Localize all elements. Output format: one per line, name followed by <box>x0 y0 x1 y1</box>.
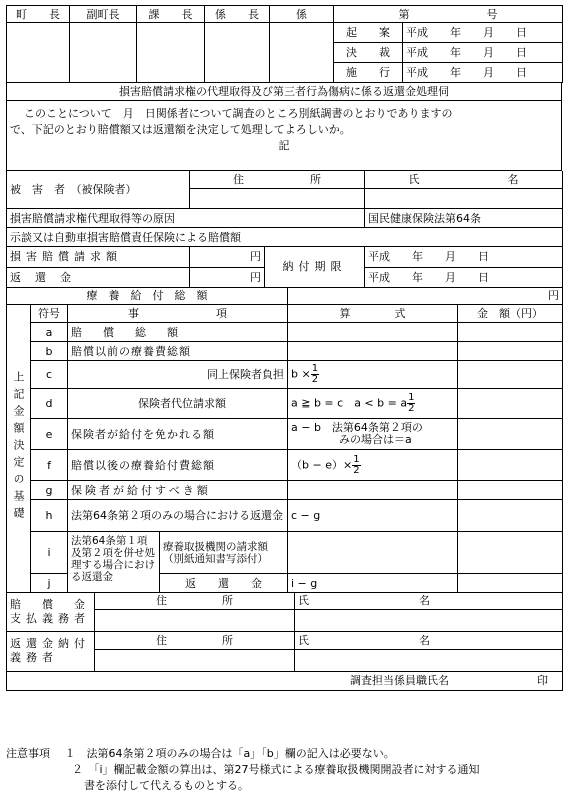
claim-unit: 円 <box>250 250 261 264</box>
total-benefit-unit: 円 <box>548 289 559 303</box>
row-g-symbol: g <box>31 481 68 500</box>
row-j-symbol: j <box>31 574 68 593</box>
refund-payer-address-field[interactable] <box>95 649 295 671</box>
row-c-formula: b × $\frac{1}{2}$ <box>288 361 458 389</box>
refund-payer-label: 返還金納付義務者 <box>7 631 95 671</box>
row-i-formula <box>288 532 458 574</box>
request-body-line1: このことについて 月 日関係者について調査のところ別紙調書のとおりでありますの <box>24 106 453 120</box>
approval-label-staff: 係 <box>270 6 334 23</box>
row-i-amount[interactable] <box>458 532 563 574</box>
total-benefit-amount[interactable] <box>288 288 563 305</box>
row-j-item: 返 還 金 <box>160 574 288 593</box>
draft-label: 起 案 <box>334 23 403 43</box>
request-table <box>6 83 562 171</box>
payer-address-field[interactable] <box>95 609 295 631</box>
basis-table <box>6 288 563 594</box>
claim-amount[interactable] <box>190 247 265 267</box>
payment-period-label: 納付期限 <box>265 247 365 287</box>
approval-label-section-chief: 課 長 <box>137 6 205 23</box>
ki-mark: 記 <box>278 138 290 152</box>
note-2: ２ 「i」欄記載金額の算出は、第27号様式による療養取扱機関開設者に対する通知 <box>72 763 480 776</box>
refund-payer-address-label: 住 所 <box>95 631 295 649</box>
row-d-symbol: d <box>31 389 68 419</box>
row-d-formula: a ≧ b = c a < b = a $\frac{1}{2}$ <box>288 389 458 419</box>
payer-table <box>6 593 563 691</box>
victim-name-label: 氏 名 <box>365 171 563 189</box>
combined-case-label: 法第64条第１項及第２項を併せ処理する場合における返還金 <box>68 532 160 593</box>
row-g-item: 保険者が給付すべき額 <box>68 481 288 500</box>
claim-label: 損害賠償請求額 <box>7 247 190 267</box>
header-formula: 算 式 <box>288 305 458 323</box>
row-j-amount[interactable] <box>458 574 563 593</box>
investigator-signature: 調査担当係員職氏名 印 <box>7 671 563 690</box>
fraction-half: $\frac{1}{2}$ <box>311 363 319 385</box>
row-a-amount[interactable] <box>458 323 563 342</box>
note-1: 注意事項 １ 法第64条第２項のみの場合は「a」「b」欄の記入は必要ない。 <box>6 747 395 760</box>
row-a-item: 賠 償 総 額 <box>68 323 288 342</box>
basis-side-label: 上記金額決定の基礎 <box>7 305 31 593</box>
refund-due-date: 平成 年 月 日 <box>365 267 563 287</box>
enforce-date: 平成 年 月 日 <box>403 63 563 83</box>
row-b-item: 賠償以前の療養費総額 <box>68 342 288 361</box>
payer-name-label: 氏 名 <box>295 593 563 609</box>
row-b-amount[interactable] <box>458 342 563 361</box>
fraction-half: $\frac{1}{2}$ <box>408 392 415 414</box>
fraction-half: $\frac{1}{2}$ <box>353 453 360 476</box>
enforce-label: 施 行 <box>334 63 403 83</box>
row-e-item: 保険者が給付を免かれる額 <box>68 419 288 450</box>
document-title: 損害賠償請求権の代理取得及び第三者行為傷病に係る返還金処理伺 <box>7 83 562 100</box>
row-a-symbol: a <box>31 323 68 342</box>
row-h-item: 法第64条第２項のみの場合における返還金 <box>68 500 288 532</box>
refund-payer-name-label: 氏 名 <box>295 631 563 649</box>
row-h-formula: c − g <box>288 500 458 532</box>
row-g-formula <box>288 481 458 500</box>
header-symbol: 符号 <box>31 305 68 323</box>
row-f-amount[interactable] <box>458 450 563 481</box>
row-e-amount[interactable] <box>458 419 563 450</box>
decision-label: 決 裁 <box>334 43 403 63</box>
decision-date: 平成 年 月 日 <box>403 43 563 63</box>
note-2-cont: 書を添付して代えるものとする。 <box>84 779 249 792</box>
stamp-box-section-chief[interactable] <box>137 23 205 83</box>
refund-unit: 円 <box>250 270 261 284</box>
request-body-line2: で、下記のとおり賠償額又は返還額を決定して処理してよろしいか。 <box>10 122 351 136</box>
row-b-formula <box>288 342 458 361</box>
row-d-item: 保険者代位請求額 <box>68 389 288 419</box>
header-item: 事 項 <box>68 305 288 323</box>
payer-label: 賠 償 金支払義務者 <box>7 593 95 631</box>
row-i-item: 療養取扱機関の請求額（別紙通知書写添付） <box>160 532 288 574</box>
row-f-item: 賠償以後の療養給付費総額 <box>68 450 288 481</box>
row-d-amount[interactable] <box>458 389 563 419</box>
approval-label-subsection-chief: 係 長 <box>205 6 270 23</box>
row-e-formula: a − b 法第64条第２項の みの場合は＝a <box>288 419 458 450</box>
row-f-symbol: f <box>31 450 68 481</box>
request-body <box>7 100 562 170</box>
victim-table <box>6 171 563 248</box>
stamp-box-staff[interactable] <box>270 23 334 83</box>
victim-name-field[interactable] <box>365 189 563 209</box>
header-amount: 金 額（円） <box>458 305 563 323</box>
row-i-symbol: i <box>31 532 68 574</box>
row-c-amount[interactable] <box>458 361 563 389</box>
claim-due-date: 平成 年 月 日 <box>365 247 563 267</box>
payer-name-field[interactable] <box>295 609 563 631</box>
victim-address-field[interactable] <box>190 189 365 209</box>
victim-address-label: 住 所 <box>190 171 365 189</box>
approval-label-mayor: 町 長 <box>7 6 70 23</box>
cause-label: 損害賠償請求権代理取得等の原因 <box>7 209 365 228</box>
stamp-box-subsection-chief[interactable] <box>205 23 270 83</box>
total-benefit-label: 療 養 給 付 総 額 <box>7 288 288 305</box>
row-b-symbol: b <box>31 342 68 361</box>
approval-label-vice-mayor: 副町長 <box>70 6 137 23</box>
form-document <box>6 5 562 691</box>
refund-label: 返還金 <box>7 267 190 287</box>
approval-table <box>6 5 563 83</box>
row-j-formula: i − g <box>288 574 458 593</box>
row-c-item: 同上保険者負担 <box>68 361 288 389</box>
amount-table <box>6 247 563 288</box>
stamp-box-mayor[interactable] <box>7 23 70 83</box>
stamp-box-vice-mayor[interactable] <box>70 23 137 83</box>
row-f-formula: （b − e）× $\frac{1}{2}$ <box>288 450 458 481</box>
refund-payer-name-field[interactable] <box>295 649 563 671</box>
row-a-formula <box>288 323 458 342</box>
victim-label: 被 害 者 （被保険者） <box>7 171 190 209</box>
notes-heading: 注意事項 <box>6 747 50 760</box>
row-c-symbol: c <box>31 361 68 389</box>
document-number: 第 号 <box>334 6 563 23</box>
refund-amount[interactable] <box>190 267 265 287</box>
row-g-amount[interactable] <box>458 481 563 500</box>
notes <box>6 746 580 794</box>
row-h-amount[interactable] <box>458 500 563 532</box>
row-h-symbol: h <box>31 500 68 532</box>
row-e-symbol: e <box>31 419 68 450</box>
payer-address-label: 住 所 <box>95 593 295 609</box>
settlement-label: 示談又は自動車損害賠償責任保険による賠償額 <box>7 228 563 247</box>
cause-value: 国民健康保険法第64条 <box>365 209 563 228</box>
draft-date: 平成 年 月 日 <box>403 23 563 43</box>
